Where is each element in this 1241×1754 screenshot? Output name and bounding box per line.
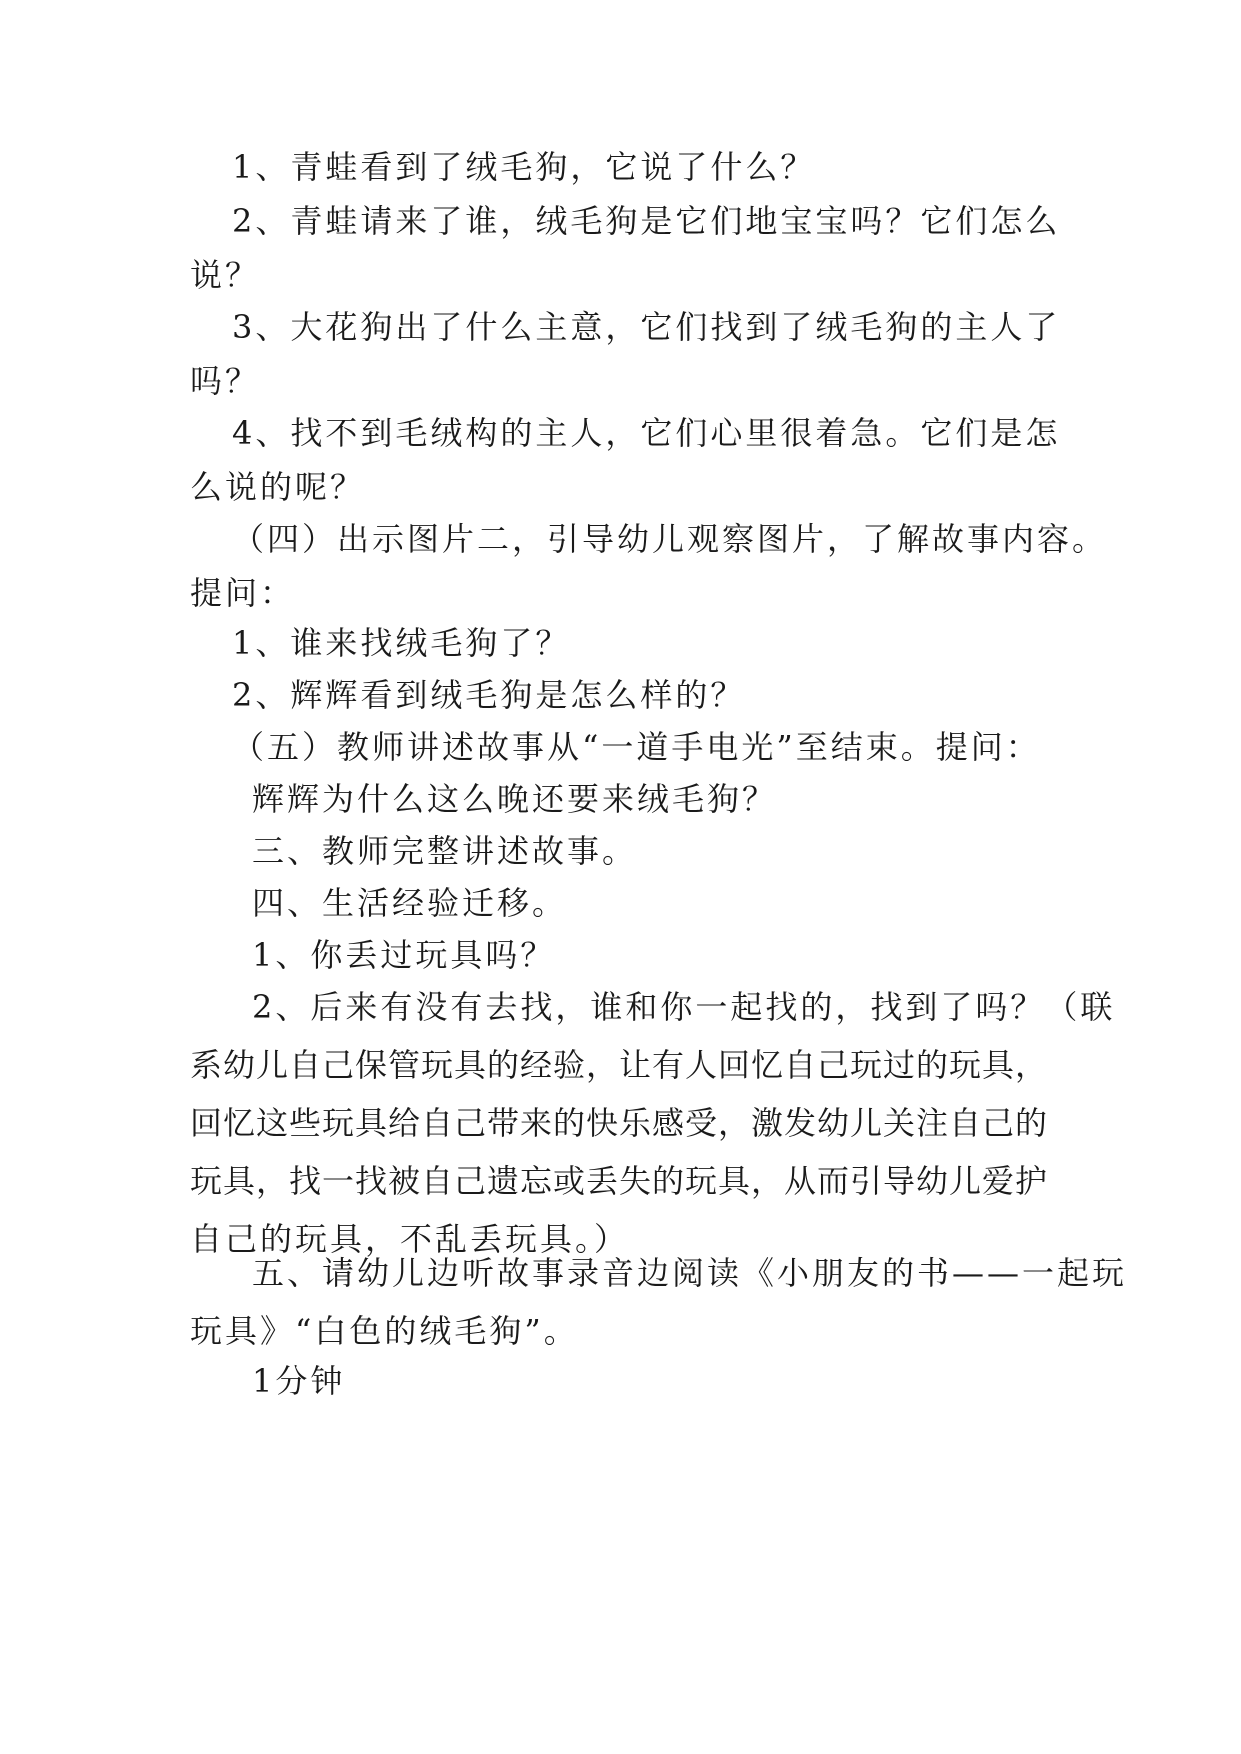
- step-5-line-2: 玩具》“白色的绒毛狗”。: [190, 1312, 579, 1350]
- question-2: [190, 192, 1065, 304]
- step-4-question-2-line-3: 回忆这些玩具给自己带来的快乐感受，激发幼儿关注自己的: [190, 1104, 1049, 1142]
- question-3: [190, 298, 1065, 410]
- duration-note: [190, 1352, 1065, 1410]
- step-4-question-1: [190, 926, 1065, 984]
- step-4-question-2-line-1: 2、后来有没有去找，谁和你一起找的，找到了吗？（联: [252, 988, 1116, 1026]
- step-4-heading-text: 四、生活经验迁移。: [252, 884, 568, 922]
- question-4-line-1: 4、找不到毛绒构的主人，它们心里很着急。它们是怎: [232, 414, 1061, 452]
- section-4-question-1: [190, 614, 1065, 672]
- step-5-heading: [190, 1244, 1128, 1360]
- question-3-line-2: 吗？: [190, 362, 261, 400]
- question-1-line-1: 1、青蛙看到了绒毛狗，它说了什么？: [232, 148, 816, 186]
- question-3-line-1: 3、大花狗出了什么主意，它们找到了绒毛狗的主人了: [232, 308, 1061, 346]
- section-4-question-2: [190, 666, 1065, 724]
- section-4-question-2-text: 2、辉辉看到绒毛狗是怎么样的？: [232, 676, 746, 714]
- question-4-line-2: 么说的呢？: [190, 468, 366, 506]
- question-4: [190, 404, 1065, 516]
- section-4-question-1-text: 1、谁来找绒毛狗了？: [232, 624, 571, 662]
- section-5-heading: [190, 718, 1065, 776]
- step-5-line-1: 五、请幼儿边听故事录音边阅读《小朋友的书——一起玩: [252, 1254, 1128, 1292]
- step-4-question-2: [190, 978, 1116, 1268]
- step-3-heading-text: 三、教师完整讲述故事。: [252, 832, 638, 870]
- step-4-question-2-line-2: 系幼儿自己保管玩具的经验，让有人回忆自己玩过的玩具，: [190, 1046, 1049, 1084]
- section-4-line-2: 提问：: [190, 574, 296, 612]
- question-1: [190, 138, 1065, 196]
- step-3-heading: [190, 822, 1065, 880]
- duration-note-text: 1分钟: [252, 1362, 346, 1400]
- step-4-question-2-line-4: 玩具，找一找被自己遗忘或丢失的玩具，从而引导幼儿爱护: [190, 1162, 1049, 1200]
- section-4-line-1: （四）出示图片二，引导幼儿观察图片，了解故事内容。: [232, 520, 1108, 558]
- step-4-question-2-line-5: 自己的玩具，不乱丢玩具。）: [190, 1220, 630, 1258]
- question-2-line-2: 说？: [190, 256, 261, 294]
- section-5-question-text: 辉辉为什么这么晚还要来绒毛狗？: [252, 780, 778, 818]
- section-5-heading-text: （五）教师讲述故事从“一道手电光”至结束。提问：: [232, 728, 1041, 766]
- section-4-heading: [190, 510, 1108, 622]
- step-4-heading: [190, 874, 1065, 932]
- step-4-question-1-text: 1、你丢过玩具吗？: [252, 936, 556, 974]
- section-5-question: [190, 770, 1065, 828]
- question-2-line-1: 2、青蛙请来了谁，绒毛狗是它们地宝宝吗？它们怎么: [232, 202, 1061, 240]
